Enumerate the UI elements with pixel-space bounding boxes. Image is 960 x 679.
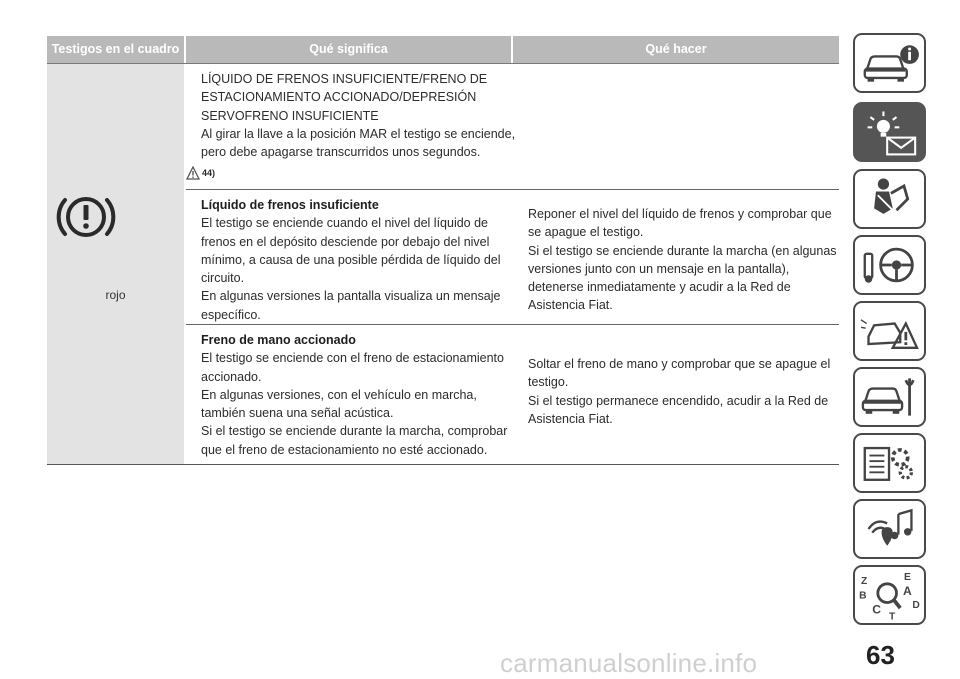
row2-title: Líquido de frenos insuficiente: [201, 198, 379, 212]
tab-driving[interactable]: [853, 235, 926, 295]
brake-warning-icon: [55, 186, 117, 248]
row3-action: Soltar el freno de mano y comprobar que se apague el testigo. Si el testigo permanece encendido, acudir a la Red de Asistencia Fiat.: [528, 357, 831, 426]
table-bottom-line: [47, 464, 839, 465]
warning-lights-icon: [855, 104, 924, 160]
page-number: 63: [866, 640, 895, 670]
caution-triangle-icon: [186, 166, 200, 180]
safety-icon: [855, 171, 924, 227]
index-letter: A: [903, 584, 912, 598]
row3-meaning: Freno de mano accionado El testigo se enciende con el freno de estacionamiento accionado. En algunas versiones, con el vehículo en marcha, también suena una señal acústica. Si el testigo se enciende durante la marcha, comprobar que el freno de estacionamiento no esté accionado.: [201, 333, 508, 457]
watermark: carmanualsonline.info: [500, 648, 758, 678]
row3-title: Freno de mano accionado: [201, 333, 356, 347]
row2-action: Reponer el nivel del líquido de frenos y comprobar que se apague el testigo. Si el testigo se enciende durante la marcha (en algunas versiones junto con un mensaje en la pantalla), detenerse inmediatamente y acudir a la Red de Asistencia Fiat.: [528, 207, 837, 313]
tab-emergency[interactable]: [853, 301, 926, 361]
header-action: Qué hacer: [513, 36, 839, 63]
tab-safety[interactable]: [853, 169, 926, 229]
tab-warning-lights[interactable]: [853, 102, 926, 162]
indicator-color-label: rojo: [105, 288, 126, 302]
car-info-icon: [855, 35, 924, 91]
header-indicator: Testigos en el cuadro: [47, 36, 184, 63]
tab-car-info[interactable]: [853, 33, 926, 93]
index-letter: D: [912, 600, 920, 612]
multimedia-icon: [855, 501, 924, 557]
index-icon: [855, 567, 924, 623]
tab-technical-data[interactable]: [853, 433, 926, 493]
index-letter: C: [872, 602, 881, 617]
tab-index[interactable]: [853, 565, 926, 625]
driving-icon: [855, 237, 924, 293]
index-letter: B: [859, 590, 867, 602]
row1-meaning: LÍQUIDO DE FRENOS INSUFICIENTE/FRENO DE ESTACIONAMIENTO ACCIONADO/DEPRESIÓN SERVOFRENO INSUFICIENTE Al girar la llave a la posición MAR el testigo se enciende, pero debe apagarse transcurridos unos segundos.: [201, 72, 516, 160]
note-reference: 44): [202, 168, 216, 178]
technical-data-icon: [855, 435, 924, 491]
row2-meaning: Líquido de frenos insuficiente El testigo se enciende cuando el nivel del líquido de frenos en el depósito desciende por debajo del nivel mínimo, a causa de una posible pérdida de líquido del circuito. En algunas versiones la pantalla visualiza un mensaje específico.: [201, 198, 501, 322]
index-letter: T: [889, 611, 896, 623]
tab-maintenance[interactable]: [853, 367, 926, 427]
row-divider: [186, 189, 839, 190]
indicator-column: [47, 64, 184, 464]
emergency-icon: [855, 303, 924, 359]
maintenance-icon: [855, 369, 924, 425]
row-divider: [186, 324, 839, 325]
index-letter: Z: [861, 575, 868, 587]
index-letter: E: [903, 572, 911, 584]
tab-multimedia[interactable]: [853, 499, 926, 559]
header-meaning: Qué significa: [186, 36, 511, 63]
